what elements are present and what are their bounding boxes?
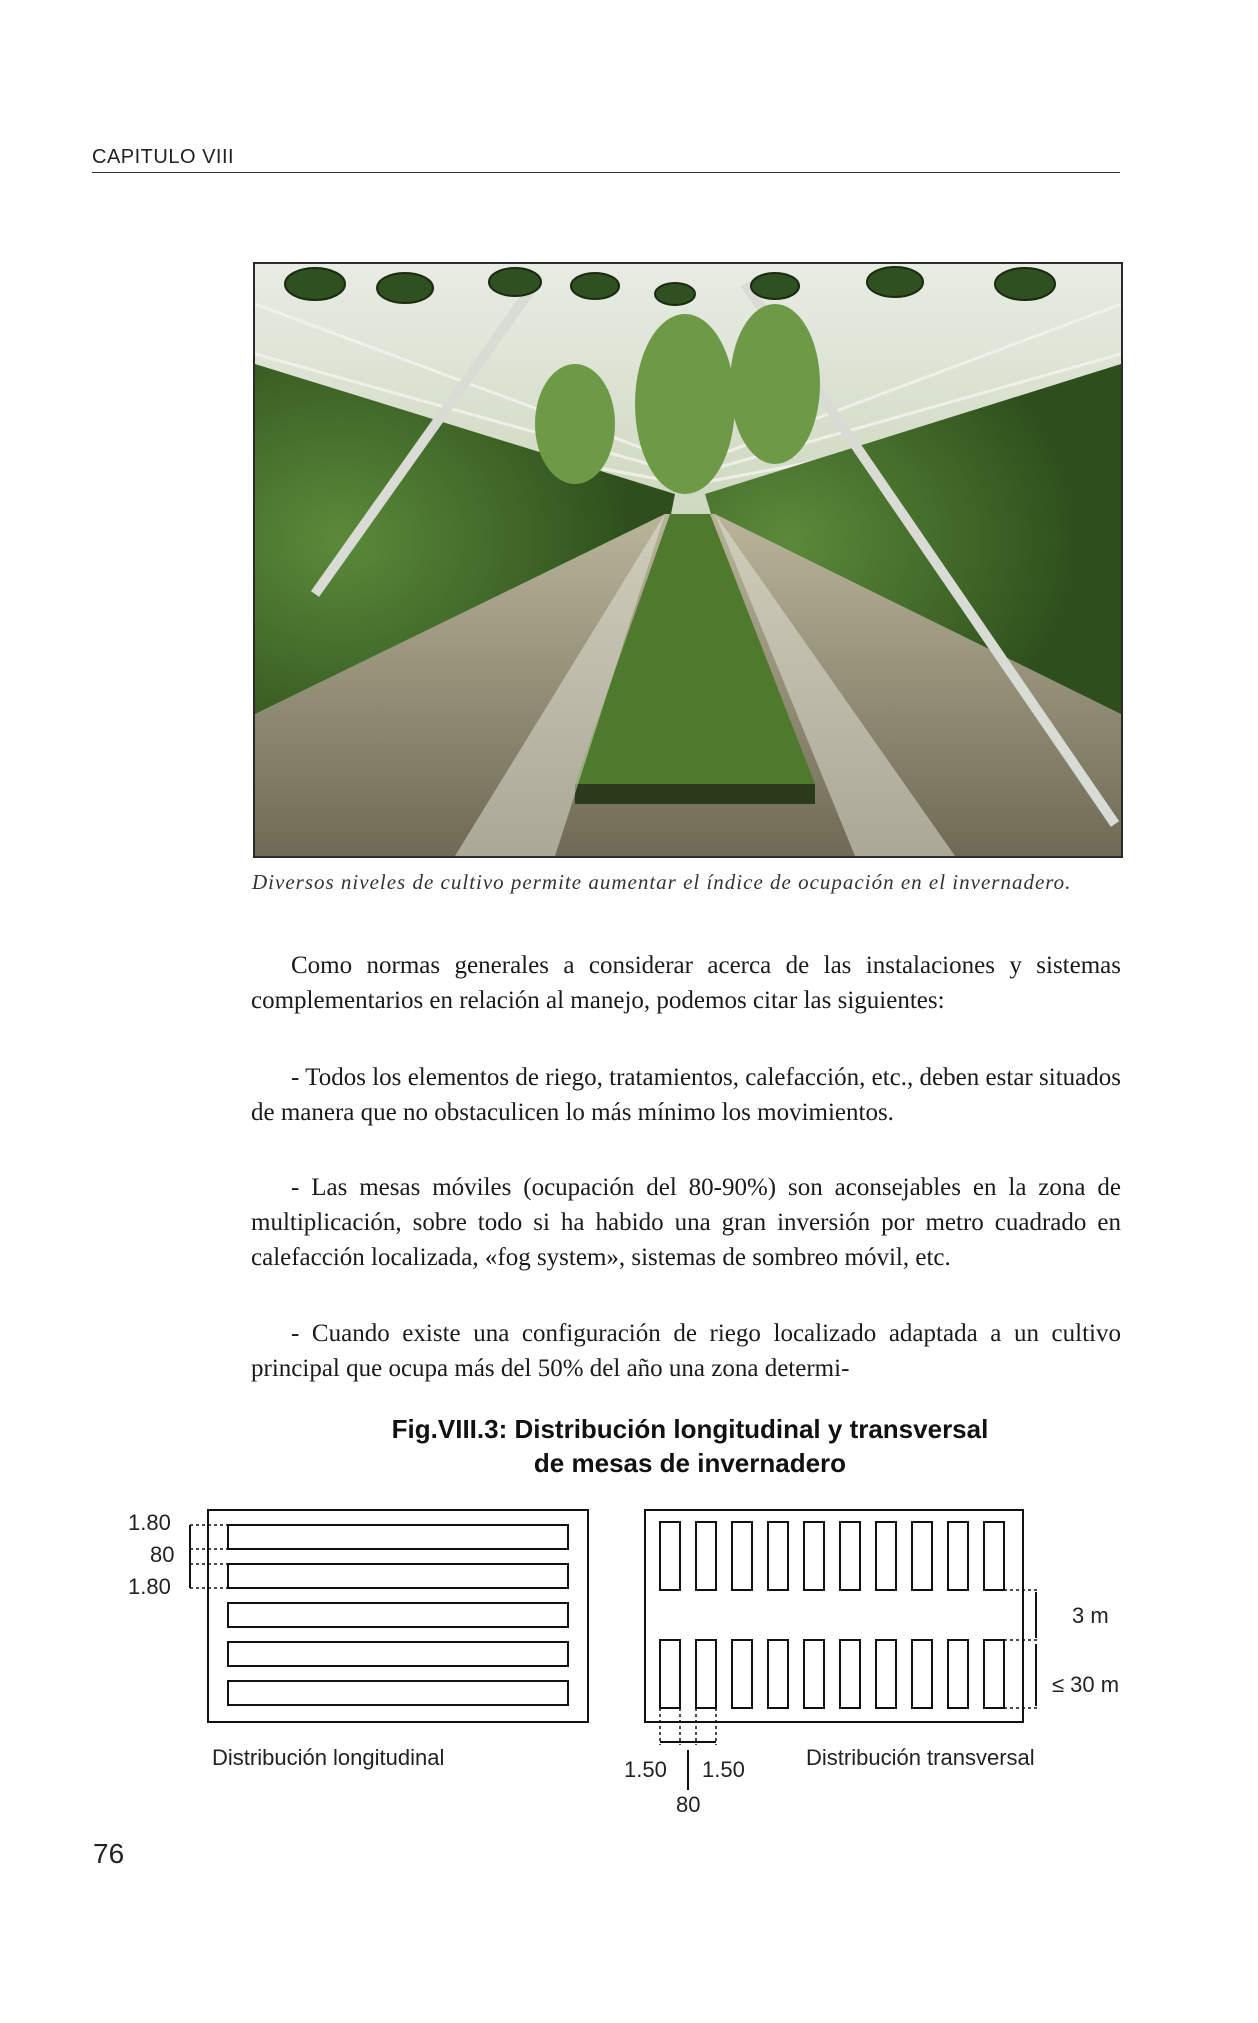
longitudinal-bench — [228, 1681, 568, 1705]
transversal-label: Distribución transversal — [806, 1745, 1035, 1770]
longitudinal-label: Distribución longitudinal — [212, 1745, 445, 1770]
longitudinal-bench — [228, 1525, 568, 1549]
dim-a-label: 1.50 — [624, 1757, 667, 1782]
longitudinal-bench — [228, 1603, 568, 1627]
dim-b-label: 1.50 — [702, 1757, 745, 1782]
page-number: 76 — [93, 1838, 125, 1869]
dim-label-1: 1.80 — [128, 1510, 171, 1535]
paragraph-intro: Como normas generales a considerar acerca de las instalaciones y sistemas complementarios en relación al manejo, podemos citar las siguientes: — [251, 952, 1121, 1014]
transversal-benches-bottom — [660, 1640, 1004, 1708]
transversal-frame — [645, 1510, 1023, 1722]
longitudinal-bench — [228, 1642, 568, 1666]
longitudinal-bench — [228, 1564, 568, 1588]
dim-length-label: ≤ 30 m — [1052, 1672, 1120, 1697]
longitudinal-frame — [208, 1510, 588, 1722]
figure-title-line1: Fig.VIII.3: Distribución longitudinal y transversal — [391, 1414, 989, 1444]
dim-height-label: 3 m — [1072, 1603, 1109, 1628]
photo-caption: Diversos niveles de cultivo permite aumentar el índice de ocupación en el invernadero. — [252, 870, 1072, 894]
transversal-benches-top — [660, 1522, 1004, 1590]
chapter-header: CAPITULO VIII — [92, 146, 235, 168]
paragraph-riego: - Todos los elementos de riego, tratamientos, calefacción, etc., deben estar situados de manera que no obstaculicen lo más mínimo los movimientos. — [251, 1064, 1121, 1126]
dim-label-2: 80 — [150, 1542, 175, 1567]
dim-label-3: 1.80 — [128, 1574, 171, 1599]
paragraph-mesas-moviles: - Las mesas móviles (ocupación del 80-90%) son aconsejables en la zona de multiplicación, sobre todo si ha habido una gran inversión por metro cuadrado en calefacción localizada, «fog system», sistemas de sombreo móvil, etc. — [251, 1174, 1121, 1271]
dim-c-label: 80 — [676, 1792, 701, 1817]
figure-title-line2: de mesas de invernadero — [533, 1448, 847, 1478]
paragraph-riego-localizado: - Cuando existe una configuración de riego localizado adaptada a un cultivo principal que ocupa más del 50% del año una zona determi- — [251, 1320, 1121, 1382]
